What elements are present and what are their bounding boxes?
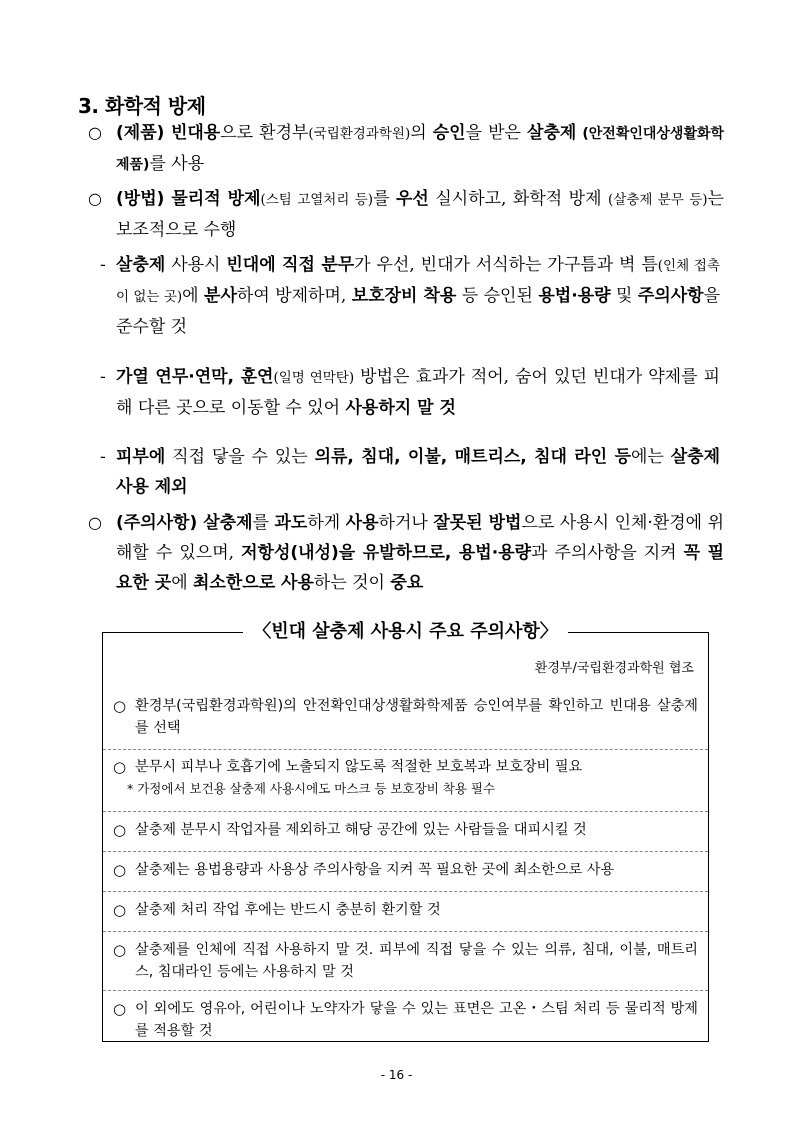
emphasis-text: 의류, 침대, 이불, 매트리스, 침대 라인 등 (314, 447, 631, 467)
emphasis-text: 중요 (390, 573, 424, 593)
body-text: 에 (182, 286, 205, 306)
body-text: 을 받은 (465, 123, 528, 143)
item-text (116, 118, 724, 180)
item-text (116, 508, 724, 598)
emphasis-text: (주의사항) 살충제 (116, 513, 253, 533)
caution-item (103, 990, 708, 1042)
body-text: 하게 (307, 513, 346, 533)
body-text: 의 (410, 123, 433, 143)
body-text: 하여 방제하며, (236, 286, 352, 306)
caution-item-text: 분무시 피부나 호흡기에 노출되지 않도록 적절한 보호복과 보호장비 필요 (135, 759, 583, 775)
circle-bullet: ○ (113, 941, 127, 959)
body-text: 에는 (631, 447, 671, 467)
body-text: 사용시 (165, 255, 227, 275)
item-product (88, 118, 724, 180)
section-title: 3. 화학적 방제 (78, 94, 206, 118)
emphasis-text: 우선 (396, 189, 429, 209)
bullet-dash: - (100, 447, 106, 467)
emphasis-text: 꼭 필요한 곳 (116, 543, 725, 593)
circle-bullet: ○ (113, 901, 127, 919)
emphasis-text: 최소한으로 사용 (193, 573, 314, 593)
body-text: (안전확인대상생활화학제품) (116, 126, 725, 173)
emphasis-text: 살충제 (116, 255, 166, 275)
bullet-dash: - (100, 367, 106, 387)
subitem-text (116, 442, 720, 502)
body-text: 가 우선, 빈대가 서식하는 가구틈과 벽 틈 (354, 255, 658, 275)
caution-item-text: 살충제는 용법용량과 사용상 주의사항을 지켜 꼭 필요한 곳에 최소한으로 사용 (135, 862, 615, 878)
body-text: 을 준수할 것 (116, 286, 721, 337)
emphasis-text: 피부에 (116, 447, 166, 467)
emphasis-text: (방법) 물리적 방제 (116, 189, 261, 209)
body-text: 를 사용 (149, 154, 205, 174)
body-text: (스팀 고열처리 등) (260, 192, 374, 208)
emphasis-text: 과도 (274, 513, 308, 533)
emphasis-text: 승인 (432, 123, 466, 143)
item-method (88, 184, 724, 245)
emphasis-text: 살충제 사용 제외 (116, 447, 720, 497)
circle-bullet: ○ (113, 1000, 127, 1018)
body-text: (일명 연막탄) (273, 370, 355, 386)
caution-box-title: 〈빈대 살충제 사용시 주요 주의사항〉 (243, 619, 568, 645)
caution-item-text: 환경부(국립환경과학원)의 안전확인대상생활화학제품 승인여부를 확인하고 빈대용 살충제를 선택 (135, 698, 698, 736)
body-text: 방법은 효과가 적어, 숨어 있던 빈대가 약제를 피해 다른 곳으로 이동할 수 있어 (116, 367, 720, 418)
subitem-skin (100, 442, 720, 502)
body-text: (인체 접촉이 없는 곳) (116, 258, 721, 305)
caution-item (103, 891, 708, 921)
body-text: 및 (610, 286, 638, 306)
caution-item-text: 살충제를 인체에 직접 사용하지 말 것. 피부에 직접 닿을 수 있는 의류, 침대, 이불, 매트리스, 침대라인 등에는 사용하지 말 것 (135, 942, 698, 980)
caution-item-text: 살충제 분무시 작업자를 제외하고 해당 공간에 있는 사람들을 대피시킬 것 (135, 822, 587, 838)
body-text: 를 (373, 189, 396, 209)
body-text: 는 보조적으로 수행 (116, 189, 724, 240)
caution-item (103, 691, 708, 739)
bullet-circle: ○ (88, 513, 102, 532)
bullet-circle: ○ (88, 123, 102, 142)
caution-item (103, 811, 708, 841)
circle-bullet: ○ (113, 697, 127, 715)
emphasis-text: 보호장비 착용 (351, 286, 457, 306)
emphasis-text: 용법·용량 (538, 286, 611, 306)
emphasis-text: (제품) 빈대용 (116, 123, 221, 143)
caution-item (103, 851, 708, 881)
page-number: - 16 - (380, 1068, 413, 1082)
emphasis-text: 사용하지 말 것 (345, 398, 456, 418)
emphasis-text: 주의사항 (637, 286, 704, 306)
item-text (116, 184, 724, 245)
caution-item-text: 이 외에도 영유아, 어린이나 노약자가 닿을 수 있는 표면은 고온・스팀 처리 등 물리적 방제를 적용할 것 (135, 1001, 698, 1039)
emphasis-text: 살충제 (527, 123, 577, 143)
body-text: 에 (171, 573, 194, 593)
body-text: 으로 사용시 인체·환경에 위해할 수 있으며, (116, 513, 725, 563)
cooperation-note: 환경부/국립환경과학원 협조 (534, 661, 694, 676)
body-text: 으로 환경부 (220, 123, 309, 143)
body-text: 하는 것이 (313, 573, 391, 593)
emphasis-text: 잘못된 방법 (433, 513, 522, 533)
item-caution (88, 508, 724, 598)
bullet-circle: ○ (88, 189, 102, 208)
subitem-spray (100, 250, 720, 342)
body-text: 등 승인된 (456, 286, 539, 306)
caution-item-text: 살충제 처리 작업 후에는 반드시 충분히 환기할 것 (135, 902, 441, 918)
emphasis-text: 가열 연무·연막, 훈연 (116, 367, 274, 387)
caution-box (102, 621, 709, 1042)
body-text: 실시하고, 화학적 방제 (428, 189, 609, 209)
circle-bullet: ○ (113, 758, 127, 776)
emphasis-text: 사용 (345, 513, 379, 533)
subitem-fumigation (100, 362, 720, 423)
body-text: 하거나 (378, 513, 434, 533)
body-text: 직접 닿을 수 있는 (165, 447, 315, 467)
body-text: 과 주의사항을 지켜 (531, 543, 684, 563)
caution-item-note: * 가정에서 보건용 살충제 사용시에도 마스크 등 보호장비 착용 필수 (127, 781, 496, 796)
subitem-text (116, 250, 720, 342)
body-text: (살충제 분무 등) (608, 192, 708, 208)
bullet-dash: - (100, 255, 106, 275)
circle-bullet: ○ (113, 821, 127, 839)
body-text: (국립환경과학원) (308, 126, 411, 142)
emphasis-text: 저항성(내성)을 유발하므로, 용법·용량 (241, 543, 532, 563)
emphasis-text: 빈대에 직접 분무 (226, 255, 355, 275)
body-text: 를 (252, 513, 275, 533)
circle-bullet: ○ (113, 861, 127, 879)
caution-item (103, 931, 708, 983)
caution-item (103, 749, 708, 800)
subitem-text (116, 362, 720, 423)
emphasis-text: 분사 (204, 286, 237, 306)
